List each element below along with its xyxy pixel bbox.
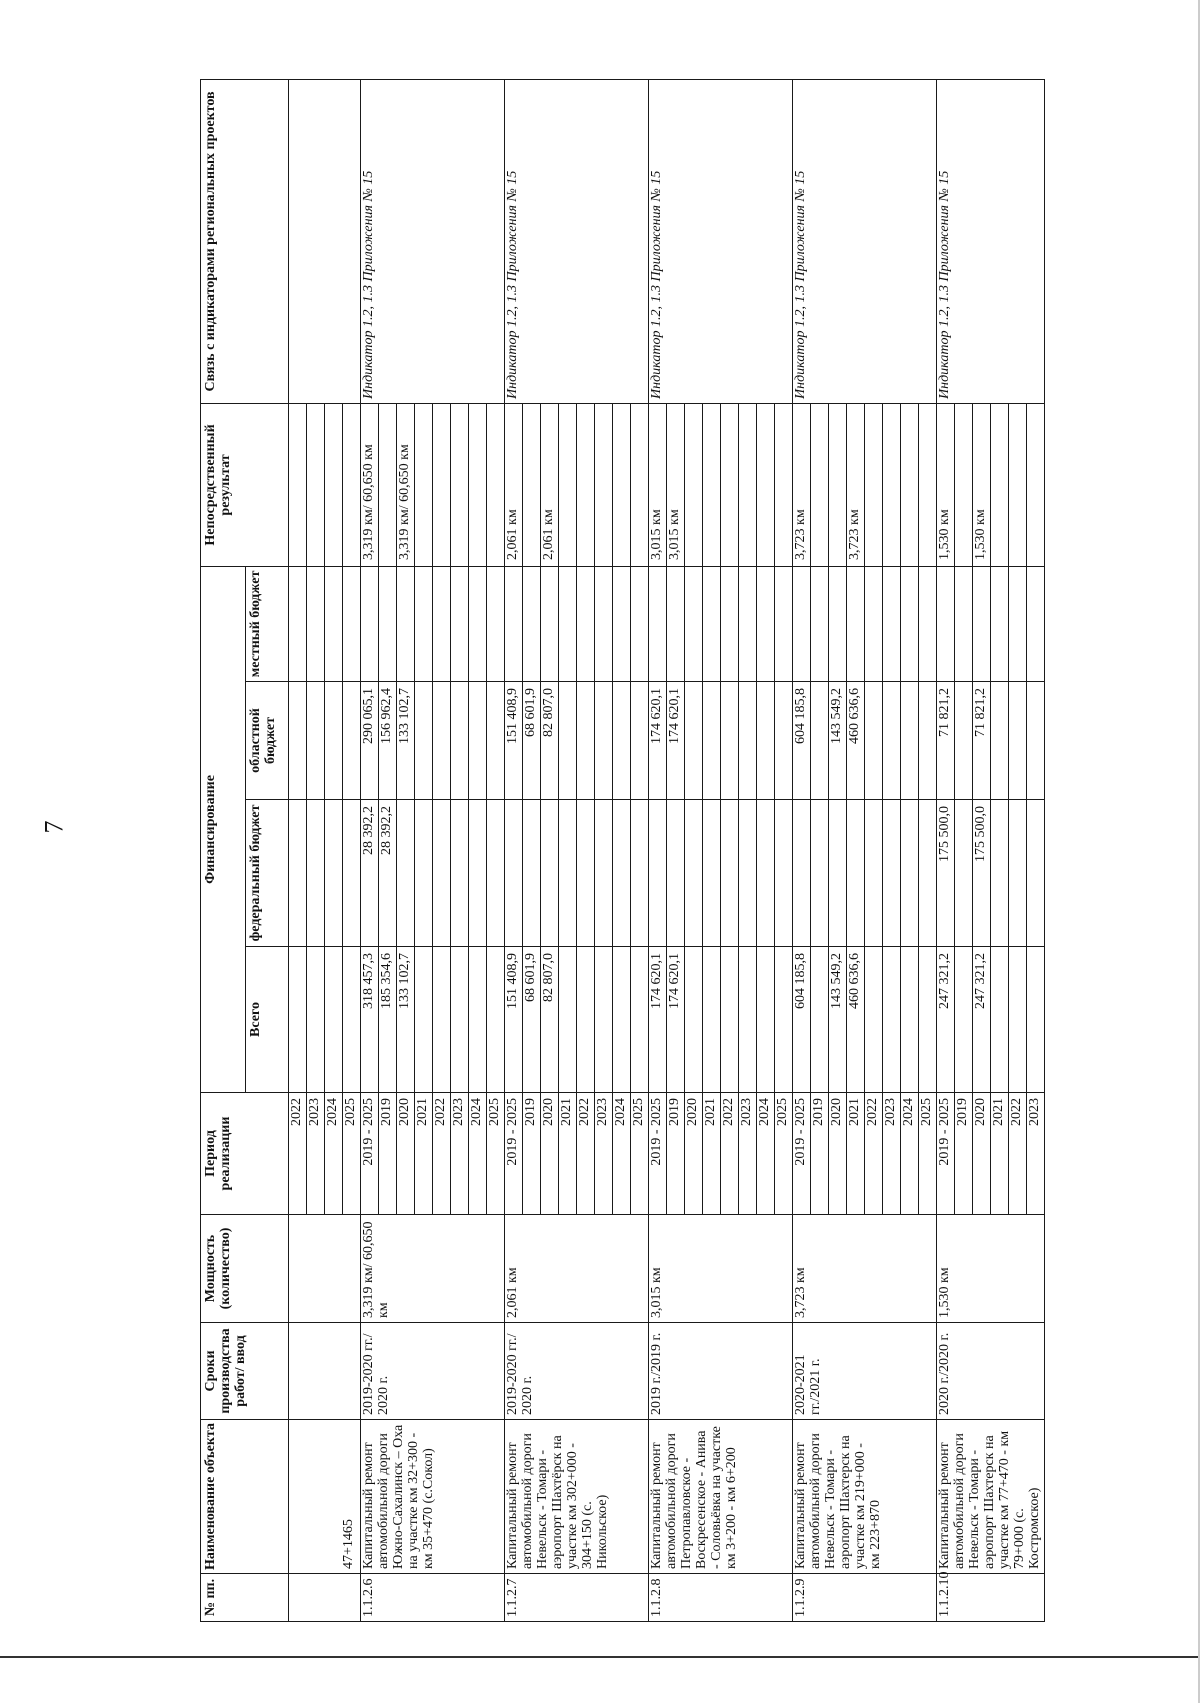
local-value — [505, 566, 523, 681]
total-value — [721, 947, 739, 1093]
federal-value — [757, 800, 775, 947]
local-value — [577, 566, 595, 681]
table-row — [649, 79, 667, 1621]
result-value — [685, 403, 703, 566]
federal-value — [667, 800, 685, 947]
federal-value — [829, 800, 847, 947]
regional-value — [703, 682, 721, 800]
result-value — [865, 403, 883, 566]
federal-value — [1009, 800, 1027, 947]
regional-value — [883, 682, 901, 800]
regional-value: 133 102,7 — [397, 682, 415, 800]
regional-value — [1027, 682, 1045, 800]
federal-value — [487, 800, 505, 947]
local-value — [811, 566, 829, 681]
result-value — [433, 403, 451, 566]
period-year: 2019 - 2025 — [937, 1093, 955, 1215]
total-value: 174 620,1 — [649, 947, 667, 1093]
header-result: Непосредственный результат — [201, 403, 289, 566]
federal-value — [415, 800, 433, 947]
federal-value — [523, 800, 541, 947]
period-year: 2019 — [379, 1093, 397, 1215]
result-value: 1,530 км — [973, 403, 991, 566]
local-value — [685, 566, 703, 681]
total-value — [595, 947, 613, 1093]
project-no: 1.1.2.8 — [649, 1574, 793, 1622]
header-link: Связь с индикаторами региональных проектов — [201, 79, 289, 403]
total-value: 604 185,8 — [793, 947, 811, 1093]
local-value — [487, 566, 505, 681]
federal-value — [451, 800, 469, 947]
header-total: Всего — [246, 947, 289, 1093]
total-value: 247 321,2 — [937, 947, 955, 1093]
result-value — [487, 403, 505, 566]
total-value — [685, 947, 703, 1093]
table-row — [505, 79, 523, 1621]
table-header — [201, 79, 289, 1621]
local-value — [397, 566, 415, 681]
regional-value — [991, 682, 1009, 800]
total-value — [883, 947, 901, 1093]
result-value — [451, 403, 469, 566]
local-value — [991, 566, 1009, 681]
period-year: 2019 - 2025 — [361, 1093, 379, 1215]
regional-value — [559, 682, 577, 800]
total-value — [757, 947, 775, 1093]
period-year: 2024 — [469, 1093, 487, 1215]
scan-bottom-line — [0, 1656, 1200, 1658]
period-year: 2019 — [667, 1093, 685, 1215]
period-year: 2022 — [577, 1093, 595, 1215]
cont-year: 2022 — [289, 1093, 307, 1215]
local-value — [703, 566, 721, 681]
regional-value — [595, 682, 613, 800]
total-value: 318 457,3 — [361, 947, 379, 1093]
project-capacity: 1,530 км — [937, 1215, 1045, 1323]
result-value: 3,319 км/ 60,650 км — [397, 403, 415, 566]
local-value — [901, 566, 919, 681]
period-year: 2021 — [703, 1093, 721, 1215]
period-year: 2023 — [739, 1093, 757, 1215]
federal-value — [631, 800, 649, 947]
regional-value — [685, 682, 703, 800]
federal-value — [649, 800, 667, 947]
project-terms: 2019 г./2019 г. — [649, 1323, 793, 1420]
federal-value — [775, 800, 793, 947]
header-no: № пп. — [201, 1574, 289, 1622]
result-value — [595, 403, 613, 566]
total-value — [919, 947, 937, 1093]
project-name: Капитальный ремонт автомобильной дороги Южно-Сахалинск – Оха на участке км 32+300 - км 35+470 (с.Сокол) — [361, 1420, 505, 1574]
period-year: 2020 — [829, 1093, 847, 1215]
total-value — [865, 947, 883, 1093]
header-financing: Финансирование — [201, 566, 246, 1092]
total-value — [811, 947, 829, 1093]
rotated-table-container — [200, 80, 1096, 1622]
project-capacity: 3,723 км — [793, 1215, 937, 1323]
cont-year: 2025 — [343, 1093, 361, 1215]
regional-value — [433, 682, 451, 800]
regional-value: 604 185,8 — [793, 682, 811, 800]
total-value: 151 408,9 — [505, 947, 523, 1093]
result-value: 3,723 км — [793, 403, 811, 566]
local-value — [883, 566, 901, 681]
header-federal: федеральный бюджет — [246, 800, 289, 947]
project-link: Индикатор 1.2, 1.3 Приложения № 15 — [505, 79, 649, 403]
result-value — [613, 403, 631, 566]
period-year: 2021 — [559, 1093, 577, 1215]
project-terms: 2019-2020 гг./ 2020 г. — [361, 1323, 505, 1420]
federal-value — [433, 800, 451, 947]
local-value — [721, 566, 739, 681]
local-value — [739, 566, 757, 681]
total-value — [1027, 947, 1045, 1093]
local-value — [847, 566, 865, 681]
regional-value — [721, 682, 739, 800]
project-no: 1.1.2.10 — [937, 1574, 1045, 1622]
regional-value: 143 549,2 — [829, 682, 847, 800]
table-row — [937, 79, 955, 1621]
period-year: 2024 — [613, 1093, 631, 1215]
local-value — [865, 566, 883, 681]
period-year: 2020 — [973, 1093, 991, 1215]
regional-value: 460 636,6 — [847, 682, 865, 800]
federal-value — [613, 800, 631, 947]
project-no: 1.1.2.6 — [361, 1574, 505, 1622]
regional-value — [901, 682, 919, 800]
regional-value — [631, 682, 649, 800]
result-value: 3,015 км — [649, 403, 667, 566]
result-value — [523, 403, 541, 566]
total-value: 185 354,6 — [379, 947, 397, 1093]
project-no: 1.1.2.9 — [793, 1574, 937, 1622]
period-year: 2024 — [757, 1093, 775, 1215]
result-value — [379, 403, 397, 566]
result-value — [775, 403, 793, 566]
period-year: 2024 — [901, 1093, 919, 1215]
cont-no-cell — [289, 1574, 361, 1622]
cont-year: 2023 — [307, 1093, 325, 1215]
period-year: 2023 — [883, 1093, 901, 1215]
period-year: 2019 - 2025 — [793, 1093, 811, 1215]
result-value — [1009, 403, 1027, 566]
federal-value: 175 500,0 — [937, 800, 955, 947]
project-capacity: 3,319 км/ 60,650 км — [361, 1215, 505, 1323]
result-value — [631, 403, 649, 566]
header-regional: областной бюджет — [246, 682, 289, 800]
federal-value: 28 392,2 — [361, 800, 379, 947]
project-link: Индикатор 1.2, 1.3 Приложения № 15 — [793, 79, 937, 403]
table-body — [289, 79, 1045, 1621]
local-value — [973, 566, 991, 681]
total-value — [991, 947, 1009, 1093]
federal-value — [847, 800, 865, 947]
cont-name: 47+1465 — [341, 1519, 356, 1569]
regional-value — [451, 682, 469, 800]
period-year: 2025 — [919, 1093, 937, 1215]
regional-value — [775, 682, 793, 800]
project-terms: 2020-2021 гг./2021 г. — [793, 1323, 937, 1420]
local-value — [523, 566, 541, 681]
period-year: 2022 — [865, 1093, 883, 1215]
table-row — [793, 79, 811, 1621]
result-value — [901, 403, 919, 566]
local-value — [1027, 566, 1045, 681]
local-value — [631, 566, 649, 681]
total-value — [451, 947, 469, 1093]
period-year: 2021 — [991, 1093, 1009, 1215]
federal-value — [955, 800, 973, 947]
cont-capacity-cell — [289, 1215, 361, 1323]
regional-value: 71 821,2 — [973, 682, 991, 800]
total-value — [613, 947, 631, 1093]
result-value — [829, 403, 847, 566]
total-value — [901, 947, 919, 1093]
federal-value — [703, 800, 721, 947]
header-name: Наименование объекта — [201, 1420, 289, 1574]
result-value — [991, 403, 1009, 566]
header-capacity: Мощность (количество) — [201, 1215, 289, 1323]
period-year: 2025 — [775, 1093, 793, 1215]
page-number: 7 — [39, 820, 69, 834]
regional-value — [955, 682, 973, 800]
regional-value: 174 620,1 — [649, 682, 667, 800]
period-year: 2020 — [685, 1093, 703, 1215]
project-name: Капитальный ремонт автомобильной дороги Невельск - Томари - аэропорт Шахтерск на участке км 77+470 - км 79+000 (с. Костромское) — [937, 1420, 1045, 1574]
federal-value — [793, 800, 811, 947]
period-year: 2019 - 2025 — [505, 1093, 523, 1215]
total-value: 133 102,7 — [397, 947, 415, 1093]
header-period: Период реализации — [201, 1093, 289, 1215]
total-value — [469, 947, 487, 1093]
period-year: 2019 — [811, 1093, 829, 1215]
regional-value — [811, 682, 829, 800]
local-value — [775, 566, 793, 681]
result-value — [577, 403, 595, 566]
project-no: 1.1.2.7 — [505, 1574, 649, 1622]
local-value — [649, 566, 667, 681]
local-value — [541, 566, 559, 681]
header-terms: Сроки производства работ/ ввод — [201, 1323, 289, 1420]
regional-value — [865, 682, 883, 800]
period-year: 2023 — [1027, 1093, 1045, 1215]
regional-value: 71 821,2 — [937, 682, 955, 800]
period-year: 2019 — [523, 1093, 541, 1215]
regional-value — [487, 682, 505, 800]
result-value — [721, 403, 739, 566]
result-value — [739, 403, 757, 566]
regional-value: 156 962,4 — [379, 682, 397, 800]
period-year: 2023 — [595, 1093, 613, 1215]
period-year: 2020 — [541, 1093, 559, 1215]
total-value — [487, 947, 505, 1093]
total-value — [955, 947, 973, 1093]
regional-value: 82 807,0 — [541, 682, 559, 800]
regional-value — [1009, 682, 1027, 800]
total-value: 143 549,2 — [829, 947, 847, 1093]
local-value — [955, 566, 973, 681]
regional-value — [919, 682, 937, 800]
federal-value — [865, 800, 883, 947]
period-year: 2021 — [847, 1093, 865, 1215]
federal-value — [505, 800, 523, 947]
period-year: 2023 — [451, 1093, 469, 1215]
local-value — [667, 566, 685, 681]
local-value — [757, 566, 775, 681]
federal-value — [811, 800, 829, 947]
federal-value — [883, 800, 901, 947]
cont-name-cell — [289, 1420, 361, 1574]
federal-value — [541, 800, 559, 947]
total-value: 82 807,0 — [541, 947, 559, 1093]
period-year: 2019 — [955, 1093, 973, 1215]
federal-value — [397, 800, 415, 947]
result-value — [955, 403, 973, 566]
project-link: Индикатор 1.2, 1.3 Приложения № 15 — [361, 79, 505, 403]
total-value — [415, 947, 433, 1093]
federal-value — [991, 800, 1009, 947]
total-value: 460 636,6 — [847, 947, 865, 1093]
header-local: местный бюджет — [246, 566, 289, 681]
local-value — [433, 566, 451, 681]
result-value — [703, 403, 721, 566]
project-terms: 2020 г./2020 г. — [937, 1323, 1045, 1420]
local-value — [937, 566, 955, 681]
result-value: 1,530 км — [937, 403, 955, 566]
federal-value: 175 500,0 — [973, 800, 991, 947]
federal-value — [739, 800, 757, 947]
federal-value — [469, 800, 487, 947]
total-value: 174 620,1 — [667, 947, 685, 1093]
local-value — [919, 566, 937, 681]
regional-value: 151 408,9 — [505, 682, 523, 800]
total-value — [739, 947, 757, 1093]
project-terms: 2019-2020 гг./ 2020 г. — [505, 1323, 649, 1420]
regional-value: 174 620,1 — [667, 682, 685, 800]
local-value — [829, 566, 847, 681]
local-value — [793, 566, 811, 681]
period-year: 2019 - 2025 — [649, 1093, 667, 1215]
local-value — [379, 566, 397, 681]
financing-table — [200, 79, 1045, 1622]
period-year: 2022 — [1009, 1093, 1027, 1215]
result-value — [559, 403, 577, 566]
total-value — [703, 947, 721, 1093]
total-value: 68 601,9 — [523, 947, 541, 1093]
local-value — [469, 566, 487, 681]
result-value — [811, 403, 829, 566]
project-capacity: 2,061 км — [505, 1215, 649, 1323]
project-name: Капитальный ремонт автомобильной дороги Невельск - Томари - аэропорт Шахтерск на участке км 219+000 - км 223+870 — [793, 1420, 937, 1574]
result-value: 2,061 км — [541, 403, 559, 566]
local-value — [415, 566, 433, 681]
period-year: 2022 — [433, 1093, 451, 1215]
result-value — [883, 403, 901, 566]
total-value: 247 321,2 — [973, 947, 991, 1093]
cont-terms-cell — [289, 1323, 361, 1420]
federal-value — [1027, 800, 1045, 947]
regional-value — [613, 682, 631, 800]
result-value: 3,723 км — [847, 403, 865, 566]
local-value — [1009, 566, 1027, 681]
result-value — [919, 403, 937, 566]
federal-value — [577, 800, 595, 947]
local-value — [361, 566, 379, 681]
result-value — [469, 403, 487, 566]
regional-value: 290 065,1 — [361, 682, 379, 800]
local-value — [559, 566, 577, 681]
federal-value — [901, 800, 919, 947]
result-value: 2,061 км — [505, 403, 523, 566]
cont-link-cell — [289, 79, 361, 403]
period-year: 2022 — [721, 1093, 739, 1215]
result-value — [757, 403, 775, 566]
total-value — [775, 947, 793, 1093]
project-name: Капитальный ремонт автомобильной дороги Невельск - Томари - аэропорт Шахтёрск на участке км 302+000 - 304+150 (с. Никольское) — [505, 1420, 649, 1574]
federal-value — [559, 800, 577, 947]
regional-value — [415, 682, 433, 800]
federal-value — [685, 800, 703, 947]
period-year: 2021 — [415, 1093, 433, 1215]
table-row — [361, 79, 379, 1621]
federal-value — [595, 800, 613, 947]
total-value — [433, 947, 451, 1093]
total-value — [559, 947, 577, 1093]
regional-value — [739, 682, 757, 800]
federal-value — [721, 800, 739, 947]
project-link: Индикатор 1.2, 1.3 Приложения № 15 — [649, 79, 793, 403]
local-value — [451, 566, 469, 681]
regional-value — [577, 682, 595, 800]
period-year: 2025 — [487, 1093, 505, 1215]
total-value — [1009, 947, 1027, 1093]
result-value: 3,015 км — [667, 403, 685, 566]
total-value — [577, 947, 595, 1093]
local-value — [595, 566, 613, 681]
period-year: 2020 — [397, 1093, 415, 1215]
federal-value: 28 392,2 — [379, 800, 397, 947]
regional-value: 68 601,9 — [523, 682, 541, 800]
project-capacity: 3,015 км — [649, 1215, 793, 1323]
period-year: 2025 — [631, 1093, 649, 1215]
result-value — [1027, 403, 1045, 566]
regional-value — [757, 682, 775, 800]
regional-value — [469, 682, 487, 800]
cont-year: 2024 — [325, 1093, 343, 1215]
result-value — [415, 403, 433, 566]
result-value: 3,319 км/ 60,650 км — [361, 403, 379, 566]
project-name: Капитальный ремонт автомобильной дороги Петропавловское - Воскресенское - Анива - Соловьёвка на участке км 3+200 - км 6+200 — [649, 1420, 793, 1574]
project-link: Индикатор 1.2, 1.3 Приложения № 15 — [937, 79, 1045, 403]
local-value — [613, 566, 631, 681]
total-value — [631, 947, 649, 1093]
federal-value — [919, 800, 937, 947]
